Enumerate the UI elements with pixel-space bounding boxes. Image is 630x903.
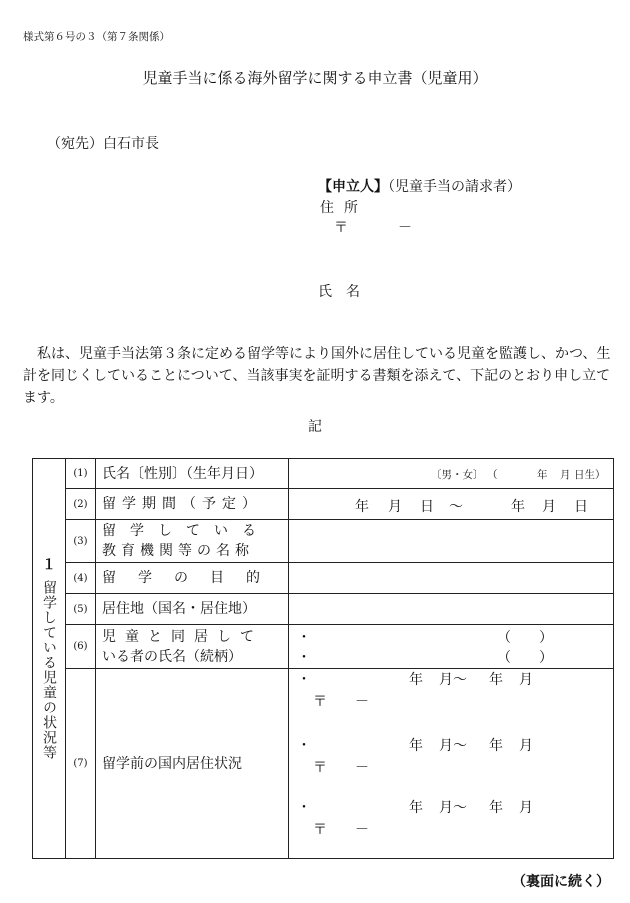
paren-open: （ (487, 469, 498, 481)
residence-field[interactable] (289, 594, 614, 625)
row-label: 留学期間（予定） (96, 489, 289, 520)
continued-note: （裏面に続く） (512, 874, 610, 890)
postal-dash: － (355, 760, 369, 776)
bullet: ・ (297, 738, 311, 754)
month-tilde-label: 月～ (439, 672, 467, 688)
child-status-table (32, 458, 614, 859)
row-number: (7) (66, 669, 96, 859)
row-number: (6) (66, 625, 96, 669)
applicant-label (318, 176, 521, 196)
table-row (33, 520, 614, 563)
table-row (33, 669, 614, 859)
year-label: 年 (355, 499, 369, 515)
row-label: 居住地（国名・居住地） (96, 594, 289, 625)
table-row (33, 594, 614, 625)
table-row (33, 459, 614, 489)
address-label: 住所 (320, 200, 368, 216)
relation-paren: （ ） (497, 630, 553, 646)
year-label: 年 (409, 738, 423, 754)
row-number: (4) (66, 563, 96, 594)
cohabitant-field[interactable] (289, 625, 614, 669)
postal-dash: － (355, 822, 369, 838)
institution-name-field[interactable] (289, 520, 614, 563)
day-label: 日生） (574, 469, 606, 481)
month-tilde-label: 月～ (439, 800, 467, 816)
day-label: 日 (420, 499, 434, 515)
row-label (96, 625, 289, 669)
month-label-2: 月 (519, 738, 533, 754)
postal-dash: － (398, 220, 412, 236)
year-label: 年 (537, 469, 548, 481)
month-label-2: 月 (542, 499, 556, 515)
bullet: ・ (297, 630, 311, 646)
study-period-field[interactable] (289, 489, 614, 520)
bullet: ・ (297, 800, 311, 816)
ki-heading: 記 (308, 419, 322, 435)
section-title: 留学している児童の状況等 (41, 579, 57, 760)
table-row (33, 489, 614, 520)
month-label: 月 (388, 499, 402, 515)
table-row (33, 563, 614, 594)
row-number: (5) (66, 594, 96, 625)
name-gender-dob-field[interactable] (289, 459, 614, 489)
month-tilde-label: 月～ (439, 738, 467, 754)
year-label-2: 年 (489, 738, 503, 754)
row-label-line2: 教育機関等の名称 (102, 543, 254, 559)
row-label-line1: 留学している (102, 523, 270, 539)
row-label-line2: いる者の氏名（続柄） (102, 648, 242, 665)
postal-mark: 〒 (313, 694, 327, 710)
table-row (33, 625, 614, 669)
row-label-line1: 児童と同居して (102, 628, 263, 645)
prior-residence-field[interactable] (289, 669, 614, 859)
section-number: １ (42, 556, 56, 573)
postal-dash: － (355, 694, 369, 710)
postal-mark: 〒 (313, 760, 327, 776)
name-label: 氏名 (318, 284, 374, 300)
postal-mark: 〒 (313, 822, 327, 838)
month-label-2: 月 (519, 800, 533, 816)
month-label-2: 月 (519, 672, 533, 688)
bullet: ・ (297, 650, 311, 666)
relation-paren: （ ） (497, 650, 553, 666)
day-label-2: 日 (574, 499, 588, 515)
study-purpose-field[interactable] (289, 563, 614, 594)
addressee: （宛先）白石市長 (47, 136, 159, 152)
applicant-label-bold: 【申立人】 (318, 179, 388, 195)
row-label: 氏名〔性別〕（生年月日） (96, 459, 289, 489)
row-number: (1) (66, 459, 96, 489)
month-label: 月 (560, 469, 571, 481)
row-label: 留学の目的 (96, 563, 289, 594)
year-label-2: 年 (511, 499, 525, 515)
form-number: 様式第６号の３（第７条関係） (23, 31, 170, 43)
section-header (33, 459, 66, 859)
row-label (96, 520, 289, 563)
year-label: 年 (409, 800, 423, 816)
tilde: ～ (449, 499, 463, 515)
postal-mark: 〒 (334, 220, 348, 236)
year-label: 年 (409, 672, 423, 688)
applicant-label-sub: （児童手当の請求者） (388, 179, 521, 195)
row-label: 留学前の国内居住状況 (96, 669, 289, 859)
row-number: (2) (66, 489, 96, 520)
year-label-2: 年 (489, 800, 503, 816)
document-title: 児童手当に係る海外留学に関する申立書（児童用） (142, 69, 488, 87)
row-number: (3) (66, 520, 96, 563)
year-label-2: 年 (489, 672, 503, 688)
bullet: ・ (297, 672, 311, 688)
gender-choice: 〔男・女〕 (431, 469, 484, 481)
declaration-text: 私は、児童手当法第３条に定める留学等により国外に居住している児童を監護し、かつ、生計を同じくしていることについて、当該事実を証明する書類を添えて、下記のとおり申し立てます。 (23, 346, 611, 406)
